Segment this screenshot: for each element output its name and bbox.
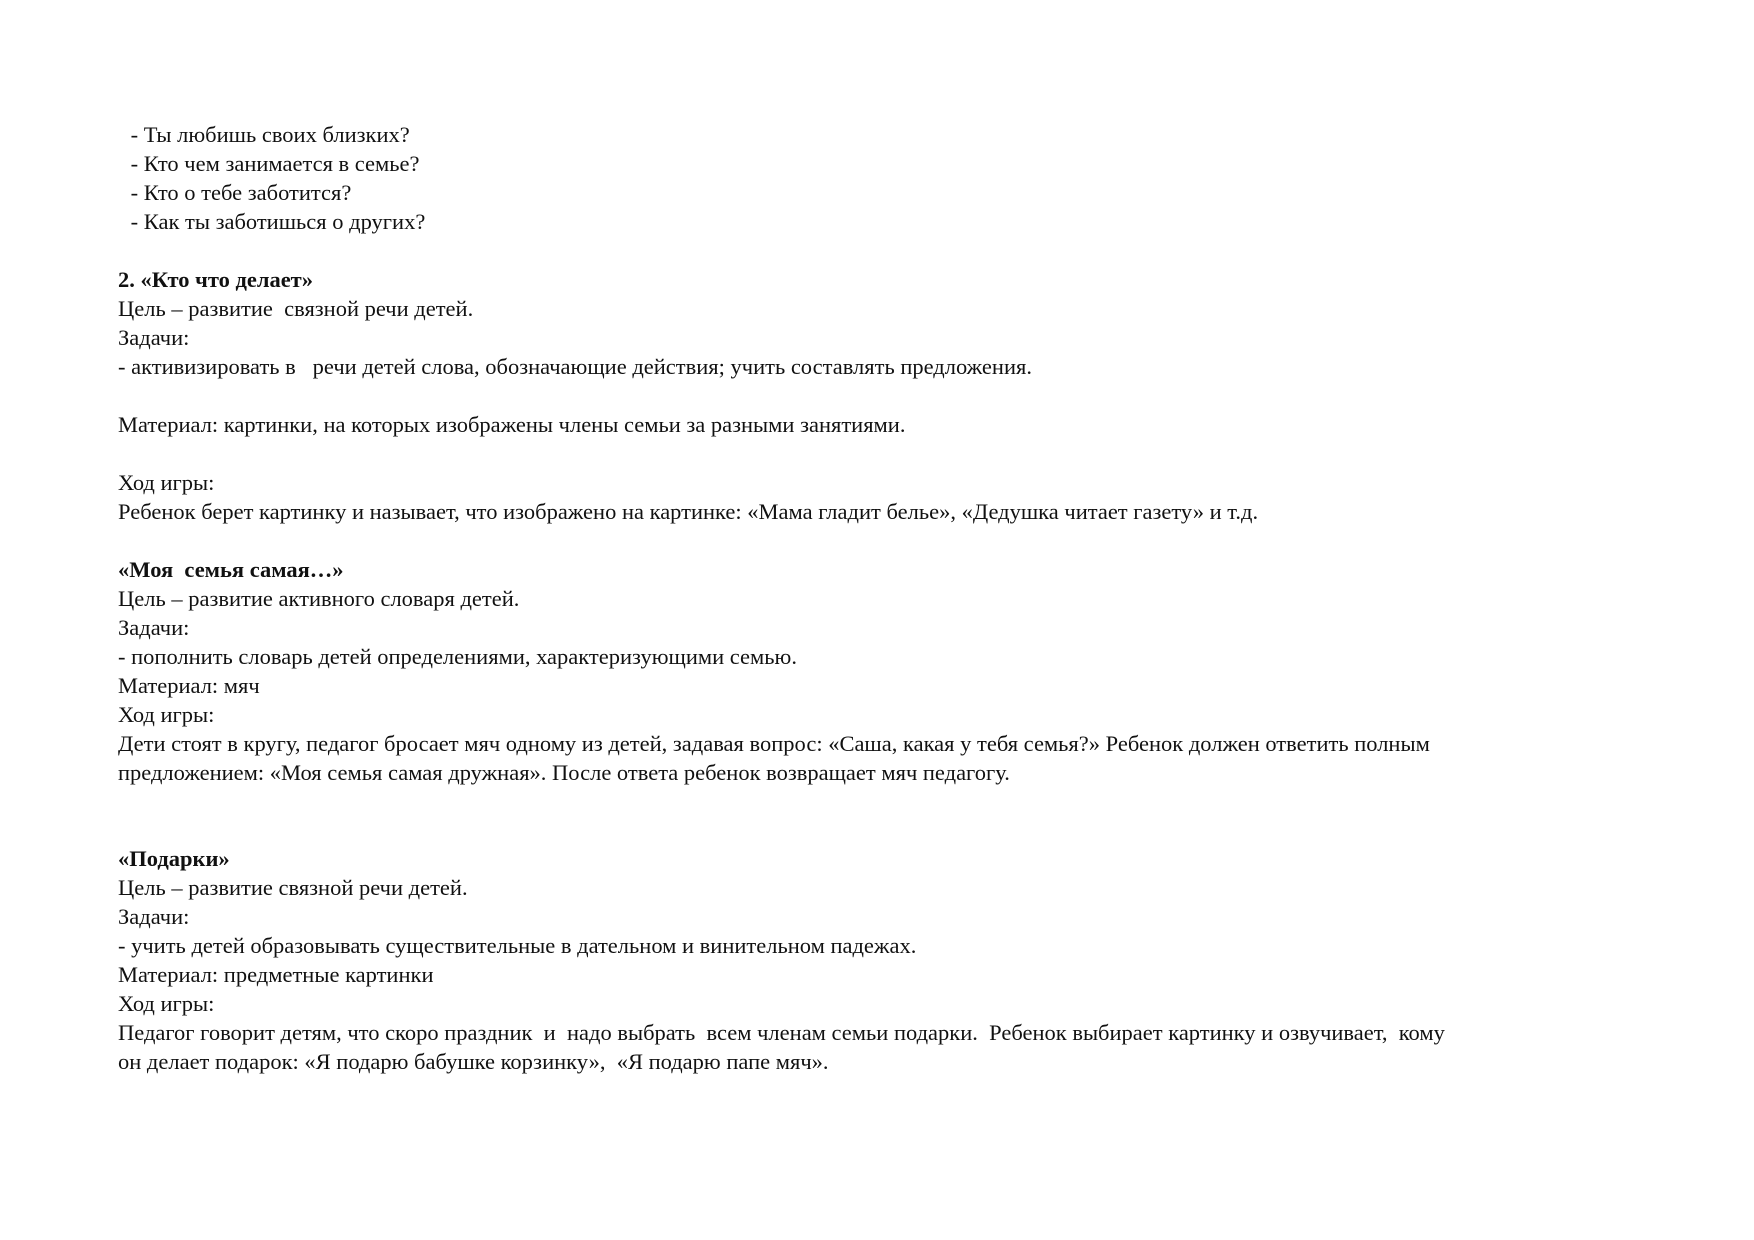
game1-goal: Цель – развитие связной речи детей.	[118, 296, 474, 321]
game2-material: Материал: мяч	[118, 673, 260, 698]
question-3: - Кто о тебе заботится?	[125, 180, 352, 205]
game3-course-line-1: Педагог говорит детям, что скоро праздник и надо выбрать всем членам семьи подарки. Ребенок выбирает картинку и озвучивает, кому	[118, 1020, 1445, 1045]
game2-goal: Цель – развитие активного словаря детей.	[118, 586, 520, 611]
game3-goal: Цель – развитие связной речи детей.	[118, 875, 468, 900]
game3-course-line-2: он делает подарок: «Я подарю бабушке корзинку», «Я подарю папе мяч».	[118, 1049, 829, 1074]
question-1: - Ты любишь своих близких?	[125, 122, 410, 147]
game1-task: - активизировать в речи детей слова, обозначающие действия; учить составлять предложения.	[118, 354, 1032, 379]
question-2: - Кто чем занимается в семье?	[125, 151, 420, 176]
game3-course-label: Ход игры:	[118, 991, 215, 1016]
game2-title: «Моя семья самая…»	[118, 557, 344, 582]
game3-material: Материал: предметные картинки	[118, 962, 434, 987]
game1-tasks-label: Задачи:	[118, 325, 190, 350]
game2-course-label: Ход игры:	[118, 702, 215, 727]
game1-title: 2. «Кто что делает»	[118, 267, 313, 292]
game1-course: Ребенок берет картинку и называет, что изображено на картинке: «Мама гладит белье», «Дедушка читает газету» и т.д.	[118, 499, 1259, 524]
game2-tasks-label: Задачи:	[118, 615, 190, 640]
game1-material: Материал: картинки, на которых изображены члены семьи за разными занятиями.	[118, 412, 906, 437]
game3-tasks-label: Задачи:	[118, 904, 190, 929]
game3-task: - учить детей образовывать существительные в дательном и винительном падежах.	[118, 933, 917, 958]
game2-task: - пополнить словарь детей определениями, характеризующими семью.	[118, 644, 797, 669]
game3-title: «Подарки»	[118, 846, 230, 871]
game2-course-line-2: предложением: «Моя семья самая дружная». После ответа ребенок возвращает мяч педагогу.	[118, 760, 1010, 785]
game2-course-line-1: Дети стоят в кругу, педагог бросает мяч одному из детей, задавая вопрос: «Саша, какая у тебя семья?» Ребенок должен ответить полным	[118, 731, 1430, 756]
question-4: - Как ты заботишься о других?	[125, 209, 426, 234]
game1-course-label: Ход игры:	[118, 470, 215, 495]
